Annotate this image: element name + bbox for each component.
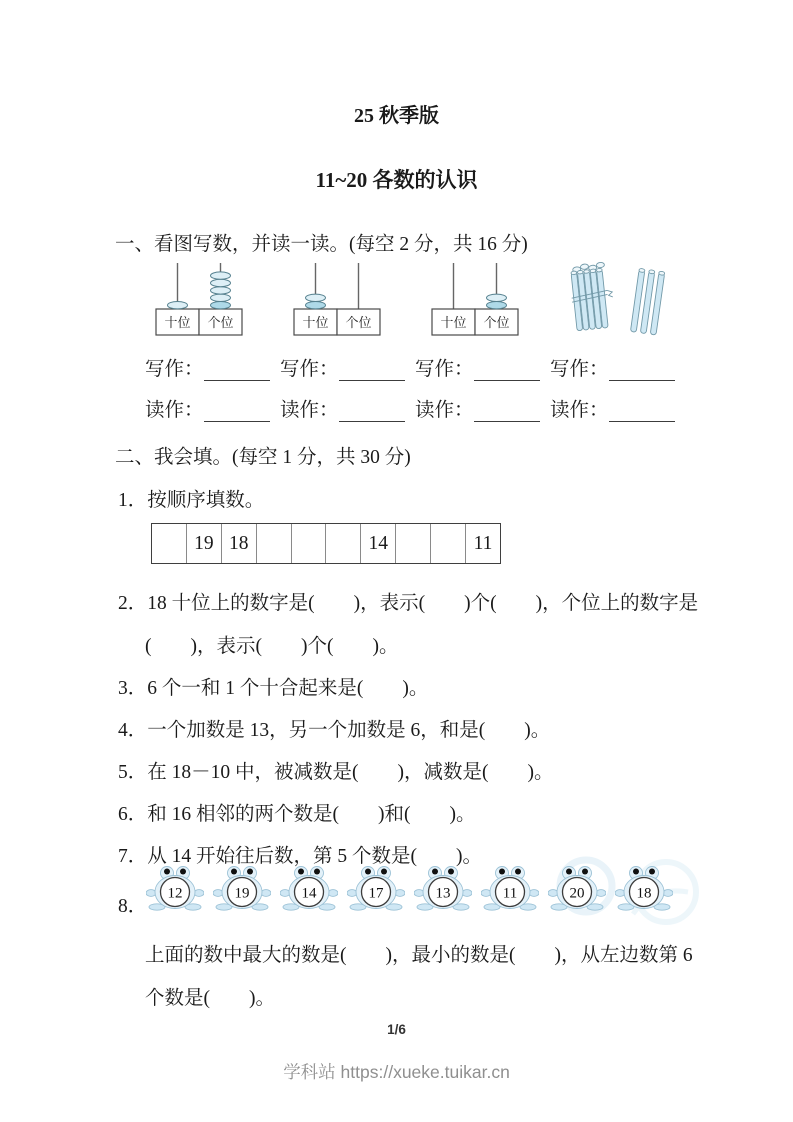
frog-number: 12 bbox=[167, 885, 183, 902]
frog-14 bbox=[280, 864, 338, 912]
write-label: 写作： bbox=[550, 359, 609, 380]
sequence-cell-filled: 19 bbox=[187, 524, 222, 563]
item-4 bbox=[118, 714, 550, 742]
frog-17 bbox=[347, 864, 405, 912]
item-8-number: 8． bbox=[118, 896, 148, 917]
number-sequence-table bbox=[151, 523, 501, 564]
frog-number: 19 bbox=[234, 885, 250, 902]
frog-number: 13 bbox=[435, 885, 451, 902]
item-3-text: 6 个一和 1 个十合起来是( )。 bbox=[147, 678, 429, 699]
sequence-cell-blank bbox=[152, 524, 187, 563]
abacus-figure-1 bbox=[153, 261, 245, 337]
read-label: 读作： bbox=[280, 400, 339, 421]
item-2-text-line-1: 18 十位上的数字是( )，表示( )个( )，个位上的数字是 bbox=[147, 593, 699, 614]
frog-20 bbox=[548, 864, 606, 912]
write-answer-blank bbox=[474, 363, 540, 381]
item-2-number: 2． bbox=[118, 593, 148, 614]
read-label: 读作： bbox=[145, 400, 204, 421]
abacus-figure-3 bbox=[429, 261, 521, 337]
sequence-cell-blank bbox=[431, 524, 466, 563]
page-number: 1/6 bbox=[387, 1022, 406, 1037]
item-8-line-1: 上面的数中最大的数是( )，最小的数是( )，从左边数第 6 bbox=[145, 945, 693, 966]
write-answer-blank bbox=[339, 363, 405, 381]
section-one-heading: 一、看图写数，并读一读。(每空 2 分，共 16 分) bbox=[115, 234, 528, 255]
write-answer-group bbox=[415, 353, 540, 381]
item-2-line-2: ( )，表示( )个( )。 bbox=[145, 636, 399, 657]
sequence-cell-filled: 18 bbox=[222, 524, 257, 563]
item-5-number: 5． bbox=[118, 762, 148, 783]
item-5-text: 在 18－10 中，被减数是( )，减数是( )。 bbox=[147, 762, 554, 783]
frog-number: 14 bbox=[301, 885, 317, 902]
tens-place-label: 十位 bbox=[302, 315, 329, 330]
frog-number: 17 bbox=[368, 885, 384, 902]
page-title: 11~20 各数的认识 bbox=[315, 168, 478, 192]
item-4-number: 4． bbox=[118, 720, 148, 741]
section-two-heading: 二、我会填。(每空 1 分，共 30 分) bbox=[115, 447, 411, 468]
write-answer-blank bbox=[204, 363, 270, 381]
item-1 bbox=[118, 484, 264, 512]
sequence-cell-filled: 14 bbox=[361, 524, 396, 563]
read-label: 读作： bbox=[415, 400, 474, 421]
write-label: 写作： bbox=[280, 359, 339, 380]
write-answer-blank bbox=[609, 363, 675, 381]
frog-13 bbox=[414, 864, 472, 912]
frog-number: 20 bbox=[569, 885, 585, 902]
units-place-label: 个位 bbox=[345, 315, 372, 330]
item-1-text: 按顺序填数。 bbox=[147, 490, 265, 511]
frog-number: 18 bbox=[636, 885, 652, 902]
read-row bbox=[145, 394, 675, 422]
write-answer-group bbox=[280, 353, 405, 381]
read-answer-group bbox=[550, 394, 675, 422]
sequence-cell-blank bbox=[326, 524, 361, 563]
item-7-number: 7． bbox=[118, 846, 148, 867]
write-answer-group bbox=[550, 353, 675, 381]
write-row bbox=[145, 353, 675, 381]
sequence-cell-blank bbox=[396, 524, 431, 563]
edition-title: 25 秋季版 bbox=[354, 105, 439, 127]
write-label: 写作： bbox=[415, 359, 474, 380]
abacus-figure-2 bbox=[291, 261, 383, 337]
tens-place-label: 十位 bbox=[440, 315, 467, 330]
item-5 bbox=[118, 756, 554, 784]
units-place-label: 个位 bbox=[207, 315, 234, 330]
read-label: 读作： bbox=[550, 400, 609, 421]
write-answer-group bbox=[145, 353, 270, 381]
read-answer-group bbox=[145, 394, 270, 422]
read-answer-blank bbox=[609, 404, 675, 422]
frog-number: 11 bbox=[502, 885, 518, 902]
item-1-number: 1． bbox=[118, 490, 148, 511]
frog-11 bbox=[481, 864, 539, 912]
sequence-cell-blank bbox=[257, 524, 292, 563]
item-4-text: 一个加数是 13，另一个加数是 6，和是( )。 bbox=[147, 720, 551, 741]
read-answer-group bbox=[280, 394, 405, 422]
frog-19 bbox=[213, 864, 271, 912]
item-3 bbox=[118, 672, 428, 700]
item-6 bbox=[118, 798, 476, 826]
frog-18 bbox=[615, 864, 673, 912]
frog-12 bbox=[146, 864, 204, 912]
item-2-line-1 bbox=[118, 587, 698, 615]
read-answer-group bbox=[415, 394, 540, 422]
tens-place-label: 十位 bbox=[164, 315, 191, 330]
item-6-text: 和 16 相邻的两个数是( )和( )。 bbox=[147, 804, 476, 825]
sequence-cell-filled: 11 bbox=[473, 532, 493, 554]
read-answer-blank bbox=[204, 404, 270, 422]
read-answer-blank bbox=[339, 404, 405, 422]
item-8-line-2: 个数是( )。 bbox=[145, 988, 275, 1009]
units-place-label: 个位 bbox=[483, 315, 510, 330]
item-3-number: 3． bbox=[118, 678, 148, 699]
read-answer-blank bbox=[474, 404, 540, 422]
sequence-cell-blank bbox=[292, 524, 327, 563]
sticks-figure bbox=[563, 258, 675, 349]
item-6-number: 6． bbox=[118, 804, 148, 825]
item-7-text: 从 14 开始往后数，第 5 个数是( )。 bbox=[147, 846, 483, 867]
write-label: 写作： bbox=[145, 359, 204, 380]
site-footer-text: 学科站 https://xueke.tuikar.cn bbox=[283, 1062, 510, 1082]
frogs-row bbox=[146, 864, 673, 912]
